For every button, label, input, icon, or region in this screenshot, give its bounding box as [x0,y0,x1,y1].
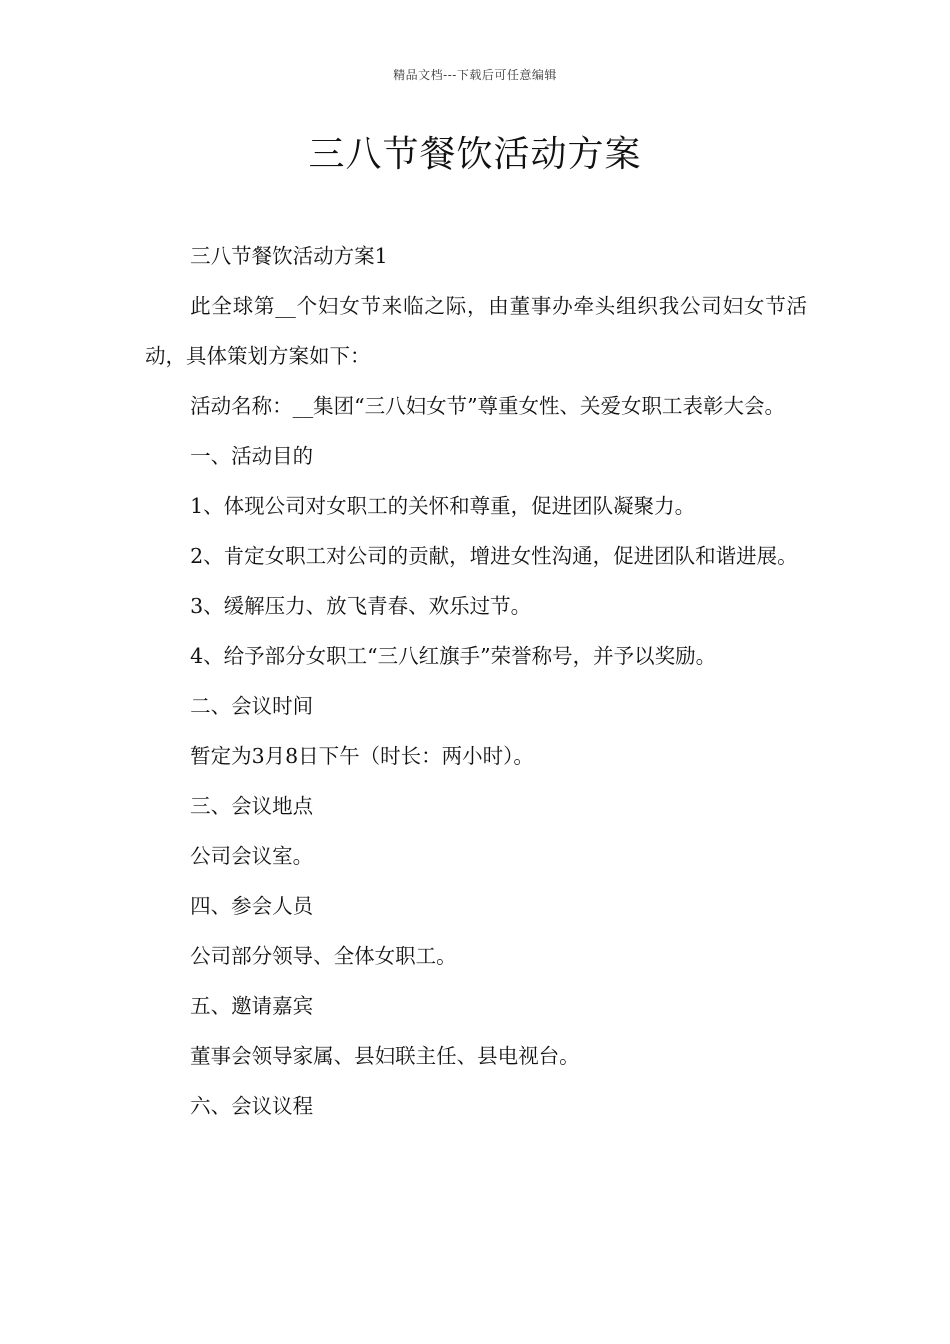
time-detail: 暂定为3月8日下午（时长：两小时）。 [190,744,534,768]
section-heading-agenda: 六、会议议程 [190,1094,314,1118]
purpose-item-1: 1、体现公司对女职工的关怀和尊重，促进团队凝聚力。 [190,494,696,518]
section-heading-purpose: 一、活动目的 [190,444,314,468]
section-heading-guests: 五、邀请嘉宾 [190,994,314,1018]
purpose-item-2: 2、肯定女职工对公司的贡献，增进女性沟通，促进团队和谐进展。 [190,544,798,568]
paragraph-activity-name: 活动名称：__集团“三八妇女节”尊重女性、关爱女职工表彰大会。 [190,394,786,418]
location-detail: 公司会议室。 [190,844,314,868]
paragraph-subtitle: 三八节餐饮活动方案1 [190,244,388,268]
purpose-item-4: 4、给予部分女职工“三八红旗手”荣誉称号，并予以奖励。 [190,644,717,668]
purpose-item-3: 3、缓解压力、放飞青春、欢乐过节。 [190,594,532,618]
section-heading-time: 二、会议时间 [190,694,314,718]
paragraph-intro: 此全球第__个妇女节来临之际，由董事办牵头组织我公司妇女节活动，具体策划方案如下： [145,294,807,368]
attendees-detail: 公司部分领导、全体女职工。 [190,944,457,968]
header-note: 精品文档---下载后可任意编辑 [393,68,557,82]
document-body [145,231,807,1131]
guests-detail: 董事会领导家属、县妇联主任、县电视台。 [190,1044,580,1068]
document-title: 三八节餐饮活动方案 [308,134,642,175]
section-heading-location: 三、会议地点 [190,794,314,818]
section-heading-attendees: 四、参会人员 [190,894,314,918]
